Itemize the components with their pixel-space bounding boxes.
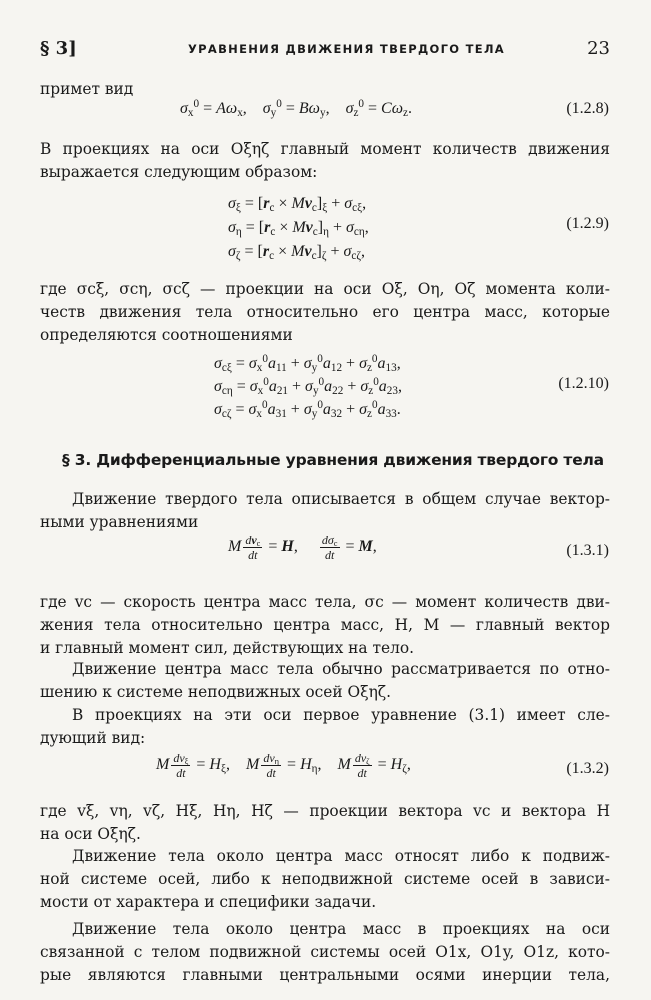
equation-number: (1.2.9) (566, 215, 609, 232)
section-heading: § 3. Дифференциальные уравнения движения твердого тела (62, 451, 604, 469)
text-line: дующий вид: (40, 729, 146, 747)
text-line: определяются соотношениями (40, 326, 293, 344)
paragraph-2 (40, 278, 610, 347)
text-line: рые являются главными центральными осями инерции тела, (40, 966, 610, 984)
text-line: выражается следующим образом: (40, 163, 318, 181)
paragraph-7 (40, 800, 610, 846)
text-line: ными уравнениями (40, 513, 199, 531)
paragraph-1 (40, 138, 610, 184)
text-line: и главный момент сил, действующих на тело. (40, 639, 415, 657)
paragraph-8 (40, 845, 610, 914)
text-line: Движение твердого тела описывается в общем случае вектор- (72, 490, 610, 508)
equation-number: (1.3.2) (566, 760, 609, 777)
text-line: ной системе осей, либо к неподвижной системе осей в зависи- (40, 870, 610, 888)
paragraph-9 (40, 918, 610, 987)
text-line: жения тела относительно центра масс, H, M — главный вектор (40, 616, 610, 634)
text-line: Движение тела около центра масс относят либо к подвиж- (72, 847, 610, 865)
text-line: где σcξ, σcη, σcζ — проекции на оси Oξ, Oη, Oζ момента коли- (40, 280, 610, 298)
paragraph-5 (40, 658, 610, 704)
equation-1-2-9: $\sigma_\xi = [r_c \times Mv_c]_\xi + \sigma_{c\xi}$, $\sigma_\eta = [r_c \times Mv_c]_\eta + \sigma_{c\eta}$, $\sigma_\zeta = [r_c \times Mv_c]_\zeta + \sigma_{c\zeta}$, (228, 195, 369, 262)
text-line: где vc — скорость центра масс тела, σc — момент количеств дви- (40, 593, 610, 611)
header-title: УРАВНЕНИЯ ДВИЖЕНИЯ ТВЕРДОГО ТЕЛА (188, 42, 505, 56)
equation-1-2-8: $\sigma_x^0 = A\omega_x$, $\sigma_y^0 = B\omega_y$, $\sigma_z^0 = C\omega_z$. (180, 97, 412, 119)
text-line: мости от характера и специфики задачи. (40, 893, 377, 911)
paragraph-4 (40, 591, 610, 660)
paragraph-3 (40, 488, 610, 534)
equation-number: (1.2.8) (566, 100, 609, 117)
text-line: шению к системе неподвижных осей Oξηζ. (40, 683, 392, 701)
text-line: Движение тела около центра масс в проекциях на оси (72, 920, 610, 938)
intro-text: примет вид (40, 80, 134, 98)
header-section: § 3] (40, 38, 77, 59)
running-header (40, 38, 610, 62)
equation-number: (1.2.10) (558, 375, 609, 392)
text-line: В проекциях на эти оси первое уравнение (3.1) имеет сле- (72, 706, 610, 724)
text-line: где vξ, vη, vζ, Hξ, Hη, Hζ — проекции вектора vc и вектора H (40, 802, 610, 820)
paragraph-6 (40, 704, 610, 750)
text-line: связанной с телом подвижной системы осей O1x, O1y, O1z, кото- (40, 943, 610, 961)
text-line: на оси Oξηζ. (40, 825, 141, 843)
equation-1-3-2: M $\frac{dv_\xi}{dt}$ = $H_\xi$, M $\frac{dv_\eta}{dt}$ = $H_\eta$, M $\frac{dv_\zeta}{dt}$ = $H_\zeta$, (156, 751, 411, 780)
equation-1-2-10: $\sigma_{c\xi} = \sigma_x^0a_{11} + \sigma_y^0a_{12} + \sigma_z^0a_{13}$, $\sigma_{c\eta} = \sigma_x^0a_{21} + \sigma_y^0a_{22} + \sigma_z^0a_{23}$, $\sigma_{c\zeta} = \sigma_x^0a_{31} + \sigma_y^0a_{32} + \sigma_z^0a_{33}$. (214, 352, 402, 420)
equation-1-3-1: M $\frac{dv_c}{dt}$ = H, $\frac{d\sigma_c}{dt}$ = M, (228, 533, 377, 562)
text-line: В проекциях на оси Oξηζ главный момент количеств движения (40, 140, 610, 158)
text-line: честв движения тела относительно его центра масс, которые (40, 303, 610, 321)
text-line: Движение центра масс тела обычно рассматривается по отно- (72, 660, 610, 678)
equation-number: (1.3.1) (566, 542, 609, 559)
page-number: 23 (587, 38, 610, 59)
